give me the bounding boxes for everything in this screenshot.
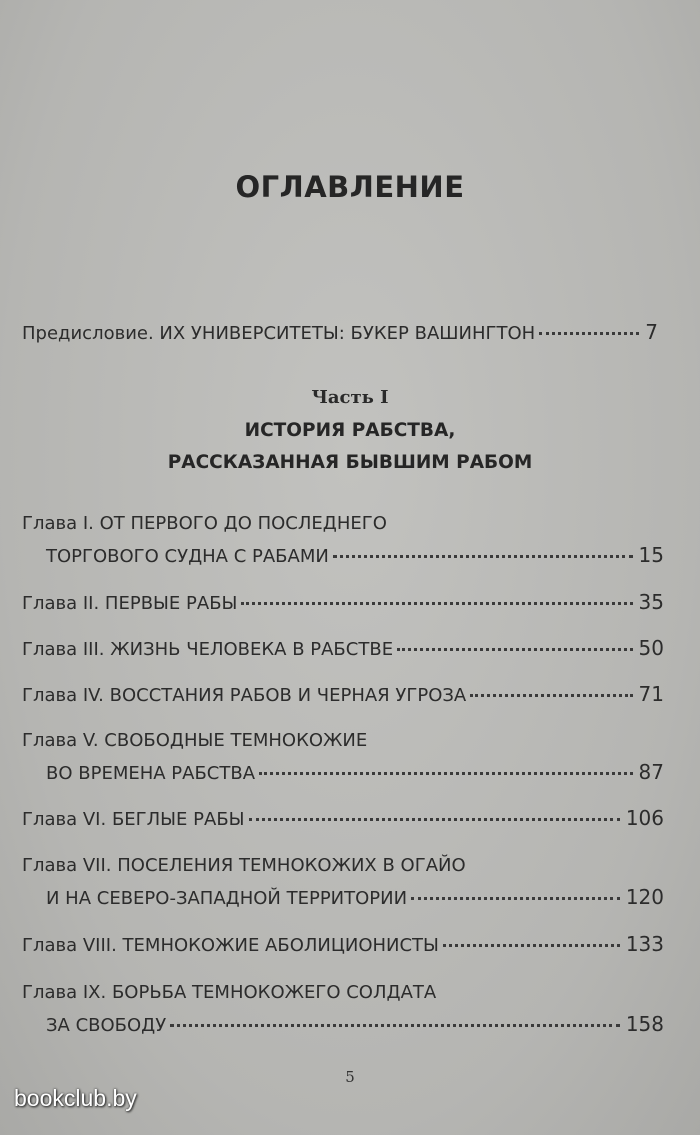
toc-chapter-9 [46,1012,664,1036]
toc-page-number: 133 [625,932,664,956]
toc-page-number: 71 [638,682,664,706]
toc-page-number: 7 [645,320,658,344]
toc-entry-title: Глава VI. БЕГЛЫЕ РАБЫ [22,809,245,830]
toc-chapter-1-title: Глава I. ОТ ПЕРВОГО ДО ПОСЛЕДНЕГО [22,513,387,534]
toc-heading: ОГЛАВЛЕНИЕ [235,170,465,204]
toc-entry-title: Глава IV. ВОССТАНИЯ РАБОВ И ЧЕРНАЯ УГРОЗА [22,685,467,706]
toc-entry-title: Глава VIII. ТЕМНОКОЖИЕ АБОЛИЦИОНИСТЫ [22,935,439,956]
toc-entry-preface [22,320,658,344]
toc-chapter-9-title: Глава IX. БОРЬБА ТЕМНОКОЖЕГО СОЛДАТА [22,982,437,1003]
dot-leader [470,694,632,697]
toc-page-number: 50 [638,636,664,660]
toc-chapter-5 [46,760,664,784]
toc-page-number: 87 [638,760,664,784]
toc-chapter-7 [46,885,664,909]
toc-entry-title: Глава II. ПЕРВЫЕ РАБЫ [22,593,238,614]
dot-leader [411,897,620,900]
toc-chapter-7-title: Глава VII. ПОСЕЛЕНИЯ ТЕМНОКОЖИХ В ОГАЙО [22,855,466,876]
dot-leader [397,648,632,651]
toc-chapter-5-title: Глава V. СВОБОДНЫЕ ТЕМНОКОЖИЕ [22,730,368,751]
dot-leader [443,944,620,947]
part-label: Часть I [311,387,389,408]
toc-entry-title-cont: ЗА СВОБОДУ [46,1015,167,1036]
part-title-line-2: РАССКАЗАННАЯ БЫВШИМ РАБОМ [167,452,533,473]
dot-leader [170,1024,620,1027]
page-number: 5 [345,1068,355,1086]
dot-leader [259,772,633,775]
toc-entry-title-cont: ТОРГОВОГО СУДНА С РАБАМИ [46,546,329,567]
toc-chapter-1 [46,543,664,567]
toc-page-number: 120 [625,885,664,909]
toc-page-number: 106 [625,806,664,830]
toc-page-number: 15 [638,543,664,567]
toc-page-number: 158 [625,1012,664,1036]
dot-leader [249,818,620,821]
toc-page-number: 35 [638,590,664,614]
watermark-text: bookclub.by [14,1085,137,1111]
dot-leader [539,332,639,335]
toc-chapter-3 [22,636,664,660]
toc-chapter-8 [22,932,664,956]
toc-entry-title-cont: ВО ВРЕМЕНА РАБСТВА [46,763,256,784]
toc-entry-title: Глава III. ЖИЗНЬ ЧЕЛОВЕКА В РАБСТВЕ [22,639,394,660]
toc-chapter-2 [22,590,664,614]
toc-chapter-4 [22,682,664,706]
dot-leader [333,555,633,558]
toc-chapter-6 [22,806,664,830]
dot-leader [241,602,632,605]
part-title-line-1: ИСТОРИЯ РАБСТВА, [244,420,456,441]
toc-entry-title: Предисловие. ИХ УНИВЕРСИТЕТЫ: БУКЕР ВАШИНГТОН [22,323,536,344]
toc-entry-title-cont: И НА СЕВЕРО-ЗАПАДНОЙ ТЕРРИТОРИИ [46,888,408,909]
